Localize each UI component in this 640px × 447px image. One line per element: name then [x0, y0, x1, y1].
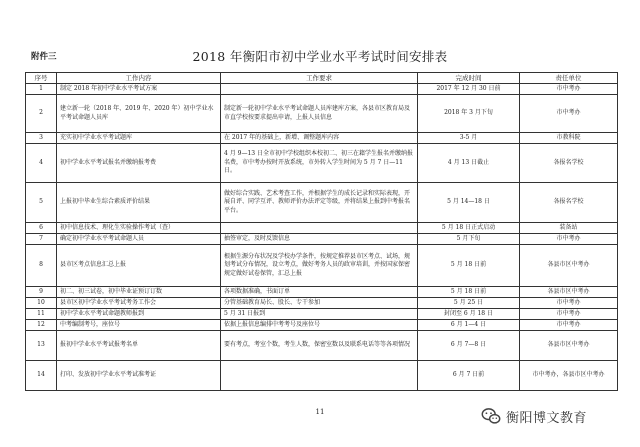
header-content: 工作内容 — [57, 73, 221, 84]
row-no: 9 — [26, 287, 57, 298]
row-content: 县市区初中学业水平考试考务工作会 — [57, 298, 221, 309]
table-row — [26, 95, 618, 133]
row-requirement — [221, 84, 418, 95]
row-requirement: 做好综合实践、艺术考查工作，并根据学生的成长记录和实际表现，开展自评、同学互评、教师评价办法评定等级，并将结果上报到中考报名平台。 — [221, 183, 418, 223]
row-no: 4 — [26, 144, 57, 183]
row-content: 打印、发放初中学业水平考试准考证 — [57, 361, 221, 391]
row-content: 建立新一轮（2018 年、2019 年、2020 年）初中学业水平考试命题人员库 — [57, 95, 221, 133]
row-time: 5 月 14—18 日 — [418, 183, 520, 223]
row-content: 初中学业水平考试报名并缴纳报考费 — [57, 144, 221, 183]
row-no: 6 — [26, 223, 57, 234]
row-requirement: 制定新一轮初中学业水平考试命题人员库建库方案，各县市区教育局及市直学校按要求提出申请，上报人员信息 — [221, 95, 418, 133]
row-content: 充实初中学业水平考试题库 — [57, 133, 221, 144]
table-row — [26, 331, 618, 361]
row-unit: 市教科院 — [520, 133, 618, 144]
row-no: 2 — [26, 95, 57, 133]
row-time: 5 月 18 日前 — [418, 287, 520, 298]
row-no: 12 — [26, 320, 57, 331]
table-row — [26, 320, 618, 331]
row-unit: 市中考办 — [520, 320, 618, 331]
row-unit: 市中考办，各县市区中考办 — [520, 361, 618, 391]
row-time: 5 月 18 日前 — [418, 245, 520, 287]
row-unit: 市中考办 — [520, 309, 618, 320]
row-content: 确定初中学业水平考试命题人员 — [57, 234, 221, 245]
row-time: 6 月 7 日前 — [418, 361, 520, 391]
table-row — [26, 223, 618, 234]
row-unit: 市中考办 — [520, 234, 618, 245]
row-requirement — [221, 223, 418, 234]
row-unit: 各县市区中考办 — [520, 331, 618, 361]
table-row — [26, 309, 618, 320]
row-unit: 各报名学校 — [520, 183, 618, 223]
row-content: 报初中学业水平考试报考名单 — [57, 331, 221, 361]
row-requirement: 各项数据准确，书面订单 — [221, 287, 418, 298]
row-unit: 各县市区中考办 — [520, 245, 618, 287]
row-time: 3-5 月 — [418, 133, 520, 144]
attachment-label: 附件三 — [31, 52, 57, 62]
row-unit: 各报名学校 — [520, 144, 618, 183]
table-row — [26, 245, 618, 287]
row-requirement: 分管基础教育局长、股长、专干参加 — [221, 298, 418, 309]
row-no: 8 — [26, 245, 57, 287]
table-row — [26, 361, 618, 391]
table-row — [26, 298, 618, 309]
row-time: 6 月 1—4 日 — [418, 320, 520, 331]
row-no: 7 — [26, 234, 57, 245]
row-content: 初中信息技术、理化生实验操作考试（查） — [57, 223, 221, 234]
row-time: 2018 年 3 月下旬 — [418, 95, 520, 133]
row-content: 制定 2018 年初中学业水平考试方案 — [57, 84, 221, 95]
row-requirement: 4 月 9—13 日全市初中学校组织本校初二、初三在籍学生报名并缴纳报名费，市中考办按时开放系统，市外转入学生时间为 5 月 7 日—11 日。 — [221, 144, 418, 183]
row-content: 初二、初三试卷，初中毕业证预订订数 — [57, 287, 221, 298]
row-no: 5 — [26, 183, 57, 223]
table-row — [26, 133, 618, 144]
row-unit: 市中考办 — [520, 298, 618, 309]
table-row — [26, 234, 618, 245]
table-row — [26, 144, 618, 183]
row-unit: 市中考办 — [520, 84, 618, 95]
row-unit: 装备站 — [520, 223, 618, 234]
table-row — [26, 287, 618, 298]
watermark — [480, 405, 587, 427]
row-no: 11 — [26, 309, 57, 320]
row-no: 3 — [26, 133, 57, 144]
row-time: 封闭至 6 月 18 日 — [418, 309, 520, 320]
row-unit: 市中考办 — [520, 95, 618, 133]
row-time: 4 月 13 日截止 — [418, 144, 520, 183]
table-header-row — [26, 73, 618, 84]
row-time: 5 月 18 日正式启动 — [418, 223, 520, 234]
row-no: 10 — [26, 298, 57, 309]
table-row — [26, 183, 618, 223]
row-requirement — [221, 361, 418, 391]
row-content: 中考编制考号，座位号 — [57, 320, 221, 331]
row-no: 13 — [26, 331, 57, 361]
watermark-text: 衡阳博文教育 — [506, 410, 588, 426]
row-no: 1 — [26, 84, 57, 95]
row-no: 14 — [26, 361, 57, 391]
row-requirement: 根据生源分布状况及学校办学条件，按规定推荐县市区考点、试场，规划考试分布情况，设立考点，做好考务人员的政审培训，并按国家保密规定做好试卷保管，汇总上报 — [221, 245, 418, 287]
row-time: 5 月 25 日 — [418, 298, 520, 309]
wechat-icon — [480, 405, 502, 427]
header-time: 完成时间 — [418, 73, 520, 84]
row-content: 上报初中毕业生综合素质评价结果 — [57, 183, 221, 223]
table-row — [26, 84, 618, 95]
row-time: 2017 年 12 月 30 日前 — [418, 84, 520, 95]
page-number: 11 — [315, 408, 325, 416]
row-unit: 各县市区中考办 — [520, 287, 618, 298]
header-unit: 责任单位 — [520, 73, 618, 84]
header-requirement: 工作要求 — [221, 73, 418, 84]
schedule-table — [25, 72, 618, 391]
row-requirement: 抽签审定，及时反馈信息 — [221, 234, 418, 245]
row-time: 5 月下旬 — [418, 234, 520, 245]
row-requirement: 要有考点，考室个数，考生人数，保密室数以及联系电话等等各项情况 — [221, 331, 418, 361]
row-content: 初中学业水平考试命题教师报到 — [57, 309, 221, 320]
row-time: 6 月 7—8 日 — [418, 331, 520, 361]
page-title: 2018 年衡阳市初中学业水平考试时间安排表 — [192, 49, 448, 64]
row-requirement: 依据上报信息编排中考考号及座位号 — [221, 320, 418, 331]
row-requirement: 5 月 31 日报到 — [221, 309, 418, 320]
header-no: 序号 — [26, 73, 57, 84]
row-requirement: 在 2017 年的基础上，新增、调整题库内容 — [221, 133, 418, 144]
row-content: 县市区考点信息汇总上报 — [57, 245, 221, 287]
